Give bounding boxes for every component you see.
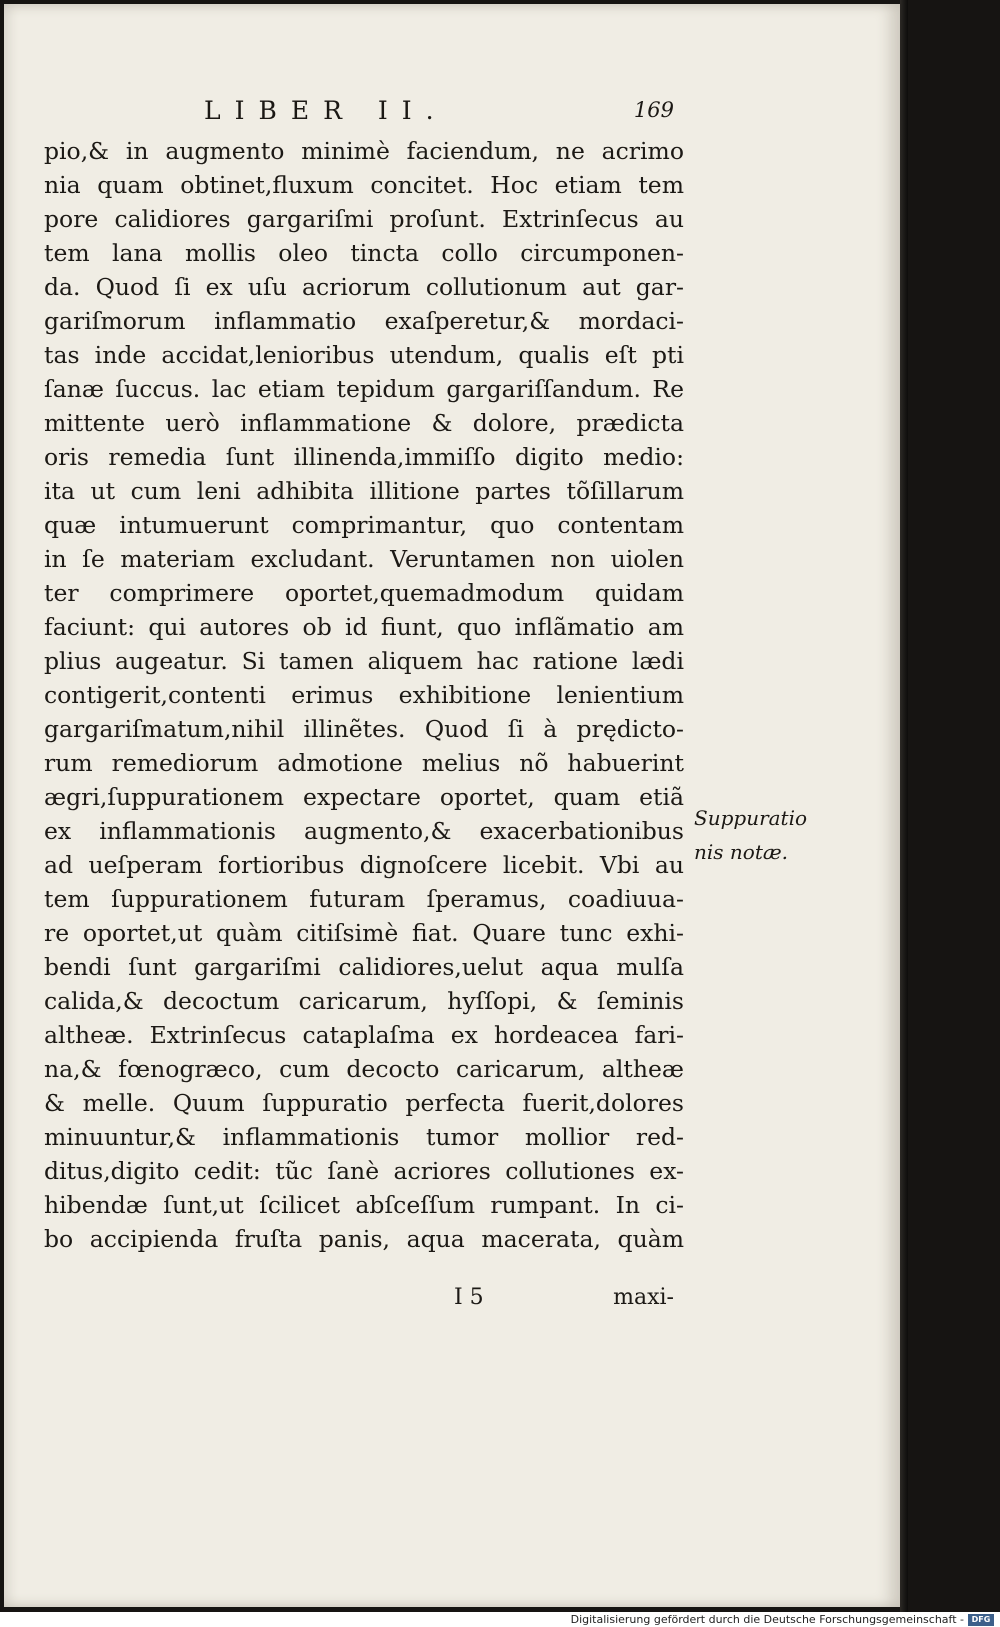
text-line: altheæ. Extrinſecus cataplaſma ex hordeacea fari- (44, 1021, 684, 1049)
text-line: tem lana mollis oleo tincta collo circumponen- (44, 239, 684, 267)
text-line: oris remedia ſunt illinenda,immiſſo digito medio: (44, 443, 684, 471)
text-line: da. Quod ſi ex uſu acriorum collutionum aut gar- (44, 273, 684, 301)
page-number: 169 (633, 98, 674, 122)
page-edge-shadow (900, 0, 908, 1612)
text-line: ter comprimere oportet,quemadmodum quidam (44, 579, 684, 607)
text-line: nia quam obtinet,fluxum concitet. Hoc etiam tem (44, 171, 684, 199)
dfg-logo: DFG (968, 1614, 994, 1626)
book-page (4, 4, 900, 1607)
text-line: mittente uerò inflammatione & dolore, prædicta (44, 409, 684, 437)
text-line: gargariſmatum,nihil illinẽtes. Quod ſi à prędicto- (44, 715, 684, 743)
funding-footer (0, 1612, 1000, 1627)
marginal-note (694, 801, 894, 869)
funding-notice: Digitalisierung gefördert durch die Deutsche Forschungsgemeinschaft - (570, 1613, 964, 1626)
running-head (204, 96, 674, 136)
text-line: ita ut cum leni adhibita illitione partes tõſillarum (44, 477, 684, 505)
text-line: in ſe materiam excludant. Veruntamen non uiolen (44, 545, 684, 573)
text-line: calida,& decoctum caricarum, hyſſopi, & ſeminis (44, 987, 684, 1015)
marginal-note-line: nis notæ. (694, 840, 789, 864)
text-line: ditus,digito cedit: tũc ſanè acriores collutiones ex- (44, 1157, 684, 1185)
text-line: tem ſuppurationem futuram ſperamus, coadiuua- (44, 885, 684, 913)
text-line: ad ueſperam fortioribus dignoſcere licebit. Vbi au (44, 851, 684, 879)
text-line: ſanæ ſuccus. lac etiam tepidum gargariſſandum. Re (44, 375, 684, 403)
catchword: maxi- (613, 1285, 674, 1310)
signature-mark: I 5 (454, 1285, 484, 1310)
main-text-block (44, 134, 684, 1256)
text-line: pore calidiores gargariſmi proſunt. Extrinſecus au (44, 205, 684, 233)
text-line: plius augeatur. Si tamen aliquem hac ratione lædi (44, 647, 684, 675)
text-line: hibendæ ſunt,ut ſcilicet abſceſſum rumpant. In ci- (44, 1191, 684, 1219)
text-line: na,& fœnogræco, cum decocto caricarum, altheæ (44, 1055, 684, 1083)
text-line: bo accipienda fruſta panis, aqua macerata, quàm (44, 1225, 684, 1253)
running-title: LIBER II. (204, 96, 448, 125)
text-line: quæ intumuerunt comprimantur, quo contentam (44, 511, 684, 539)
text-line: gariſmorum inflammatio exaſperetur,& mordaci- (44, 307, 684, 335)
text-line: rum remediorum admotione melius nõ habuerint (44, 749, 684, 777)
text-line: re oportet,ut quàm citiſsimè fiat. Quare tunc exhi- (44, 919, 684, 947)
text-line: tas inde accidat,lenioribus utendum, qualis eſt pti (44, 341, 684, 369)
page-footer (434, 1285, 674, 1319)
text-line: ex inflammationis augmento,& exacerbationibus (44, 817, 684, 845)
text-line: pio,& in augmento minimè faciendum, ne acrimo (44, 137, 684, 165)
text-line: & melle. Quum ſuppuratio perfecta fuerit,dolores (44, 1089, 684, 1117)
marginal-note-line: Suppuratio (694, 806, 808, 830)
text-line: minuuntur,& inflammationis tumor mollior red- (44, 1123, 684, 1151)
text-line: contigerit,contenti erimus exhibitione lenientium (44, 681, 684, 709)
text-line: faciunt: qui autores ob id fiunt, quo inflãmatio am (44, 613, 684, 641)
text-line: ægri,ſuppurationem expectare oportet, quam etiã (44, 783, 684, 811)
text-line: bendi ſunt gargariſmi calidiores,uelut aqua mulſa (44, 953, 684, 981)
